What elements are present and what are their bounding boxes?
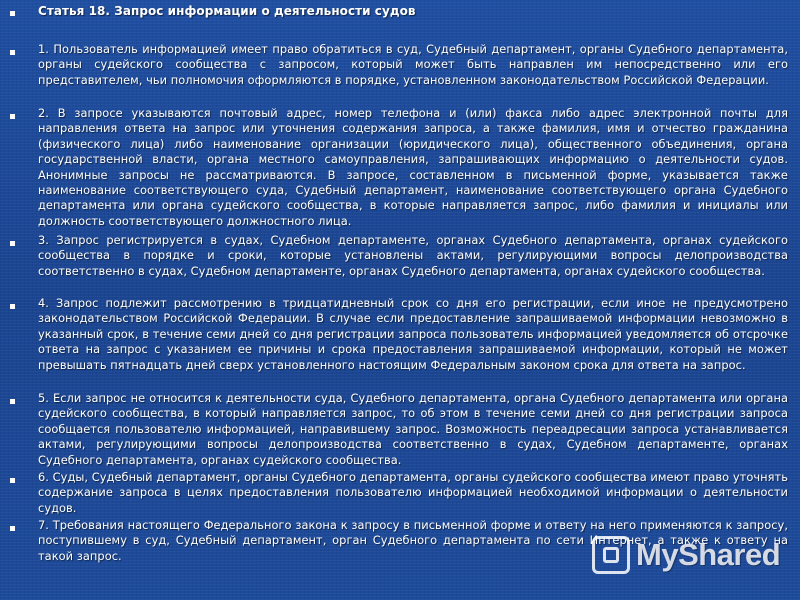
watermark-text: MyShared	[636, 537, 781, 572]
bullet-icon	[10, 114, 15, 119]
paragraph-4: 4. Запрос подлежит рассмотрению в тридцатидневный срок со дня его регистрации, если иное не предусмотрено законодательством Российской Федерации. В случае если предоставление запрашиваемой информации невозможно в указанный срок, в течение семи дней со дня регистрации запроса пользователь информацией уведомляется об отсрочке ответа на запрос с указанием ее причины и срока предоставления запрашиваемой информации, который не может превышать пятнадцать дней сверх установленного настоящим Федеральным законом срока для ответа на запрос.	[38, 296, 788, 372]
bullet-icon	[10, 478, 15, 483]
article-title: Статья 18. Запрос информации о деятельности судов	[38, 4, 416, 18]
bullet-icon	[10, 50, 15, 55]
paragraph-7: 7. Требования настоящего Федерального закона к запросу в письменной форме и ответу на него применяются к запросу, поступившему в суд, Судебный департамент, орган Судебного департамента по сети Интернет, а также к ответу на такой запрос.	[38, 518, 788, 563]
bullet-icon	[10, 399, 15, 404]
paragraph-2: 2. В запросе указываются почтовый адрес, номер телефона и (или) факса либо адрес электронной почты для направления ответа на запрос или уточнения содержания запроса, а также фамилия, имя и отчество гражданина (физического лица) либо наименование организации (юридического лица), общественного объединения, органа государственной власти, органа местного самоуправления, запрашивающих информацию о деятельности судов. Анонимные запросы не рассматриваются. В запросе, составленном в письменной форме, указывается также наименование соответствующего суда, Судебный департамент, наименование соответствующего органа Судебного департамента или органа судейского сообщества, в которые направляется запрос, либо фамилия и инициалы или должность соответствующего должностного лица.	[38, 106, 788, 228]
bullet-icon	[10, 241, 15, 246]
myshared-logo-icon	[592, 536, 630, 574]
paragraph-5: 5. Если запрос не относится к деятельности суда, Судебного департамента, органа Судебного департамента или органа судейского сообщества, в который направляется запрос, то об этом в течение семи дней со дня регистрации запроса сообщается пользователю информацией, направившему запрос. Возможность переадресации запроса устанавливается актами, регулирующими вопросы делопроизводства соответственно в судах, Судебном департаменте, органах Судебного департамента, органах судейского сообщества.	[38, 391, 788, 467]
paragraph-3: 3. Запрос регистрируется в судах, Судебном департаменте, органах Судебного департамента, органах судейского сообщества в порядке и сроки, которые установлены актами, регулирующими вопросы делопроизводства соответственно в судах, Судебном департаменте, органах Судебного департамента, органах судейского сообщества.	[38, 233, 788, 278]
paragraph-6: 6. Суды, Судебный департамент, органы Судебного департамента, органы судейского сообщества имеют право уточнять содержание запроса в целях предоставления пользователю информацией необходимой информации о деятельности судов.	[38, 470, 788, 515]
bullet-icon	[10, 304, 15, 309]
bullet-icon	[10, 11, 15, 16]
paragraph-1: 1. Пользователь информацией имеет право обратиться в суд, Судебный департамент, органы Судебного департамента, органы судейского сообщества с запросом, который может быть направлен им непосредственно или его представителем, чьи полномочия оформляются в порядке, установленном законодательством Российской Федерации.	[38, 42, 788, 87]
watermark	[592, 536, 780, 574]
bullet-icon	[10, 526, 15, 531]
